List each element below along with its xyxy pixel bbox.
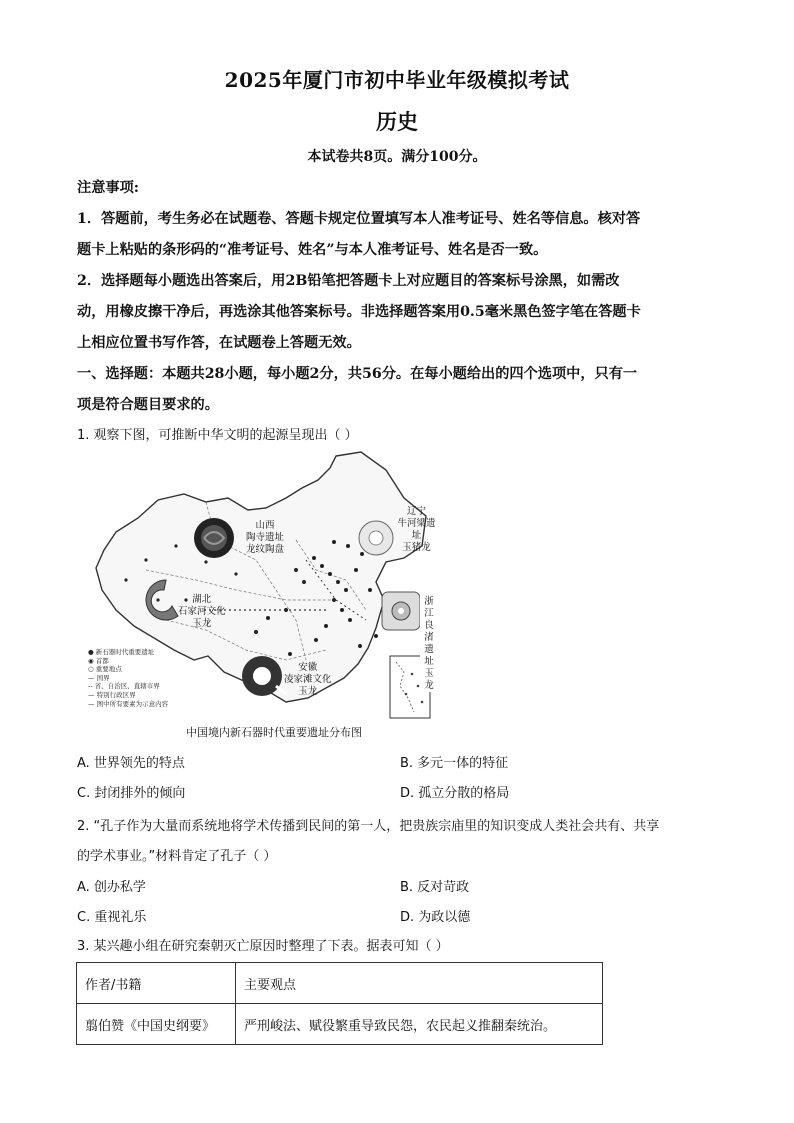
exam-title: 2025年厦门市初中毕业年级模拟考试 <box>224 68 570 92</box>
table-cell-author: 翦伯赞《中国史纲要》 <box>77 1004 236 1045</box>
zhejiang-jade-dragon-icon <box>382 592 420 630</box>
q1-option-c[interactable]: C. 封闭排外的倾向 <box>77 786 186 801</box>
notes-heading: 注意事项: <box>77 180 139 196</box>
notes-item1-line1: 1．答题前，考生务必在试题卷、答题卡规定位置填写本人准考证号、姓名等信息。核对答 <box>77 211 641 227</box>
label-shanxi: 山西 陶寺遗址 龙纹陶盘 <box>246 520 285 555</box>
notes-item2-line1: 2．选择题每小题选出答案后，用2B铅笔把答题卡上对应题目的答案标号涂黑，如需改 <box>77 273 620 289</box>
table-cell-view: 严刑峻法、赋役繁重导致民怨，农民起义推翻秦统治。 <box>236 1004 603 1045</box>
map-caption: 中国境内新石器时代重要遗址分布图 <box>186 726 362 739</box>
q1-option-d[interactable]: D. 孤立分散的格局 <box>400 786 510 801</box>
longwen-plate-icon <box>194 518 234 558</box>
q2-option-d[interactable]: D. 为政以德 <box>400 910 471 925</box>
label-zhejiang: 浙江 良渚遗址 玉龙 <box>420 596 438 692</box>
label-liaoning: 辽宁 牛河梁遗址 玉猪龙 <box>397 506 436 553</box>
q3-table <box>76 962 603 1045</box>
notes-item2-line3: 上相应位置书写作答，在试题卷上答题无效。 <box>77 335 361 351</box>
q1-option-b[interactable]: B. 多元一体的特征 <box>400 756 509 771</box>
exam-info: 本试卷共8页。满分100分。 <box>307 149 487 165</box>
q1-option-a[interactable]: A. 世界领先的特点 <box>77 756 185 771</box>
table-header-author: 作者/书籍 <box>77 963 236 1004</box>
table-header-row <box>77 963 603 1004</box>
question-3-stem: 3. 某兴趣小组在研究秦朝灭亡原因时整理了下表。据表可知（ ） <box>77 939 449 954</box>
question-2-line1: 2. “孔子作为大量而系统地将学术传播到民间的第一人，把贵族宗庙里的知识变成人类社会共有、共享 <box>77 819 660 834</box>
section-heading-line1: 一、选择题：本题共28小题，每小题2分，共56分。在每小题给出的四个选项中，只有一 <box>77 366 638 382</box>
map-legend: ● 新石器时代重要遗址 ◉ 首都 ○ 重要地点 — 国界 -- 省、自治区、直辖市界 — 特别行政区界 — 图中所有要素为示意内容 <box>88 648 169 708</box>
q2-option-b[interactable]: B. 反对苛政 <box>400 880 470 895</box>
pig-dragon-jade-icon <box>359 521 393 555</box>
q2-option-c[interactable]: C. 重视礼乐 <box>77 910 147 925</box>
section-heading-line2: 项是符合题目要求的。 <box>77 397 219 413</box>
question-1-stem: 1. 观察下图，可推断中华文明的起源呈现出（ ） <box>77 428 358 443</box>
label-hubei: 湖北 石家河文化 玉龙 <box>178 594 226 629</box>
notes-item1-line2: 题卡上粘贴的条形码的“准考证号、姓名”与本人准考证号、姓名是否一致。 <box>77 242 548 258</box>
table-header-view: 主要观点 <box>236 963 603 1004</box>
label-anhui: 安徽 凌家滩文化 玉龙 <box>284 662 332 697</box>
subject-title: 历史 <box>376 109 418 134</box>
table-row <box>77 1004 603 1045</box>
neolithic-sites-map <box>86 450 438 724</box>
notes-item2-line2: 动，用橡皮擦干净后，再选涂其他答案标号。非选择题答案用0.5毫米黑色签字笔在答题卡 <box>77 304 641 320</box>
q2-option-a[interactable]: A. 创办私学 <box>77 880 146 895</box>
question-2-line2: 的学术事业。”材料肯定了孔子（ ） <box>77 849 277 864</box>
